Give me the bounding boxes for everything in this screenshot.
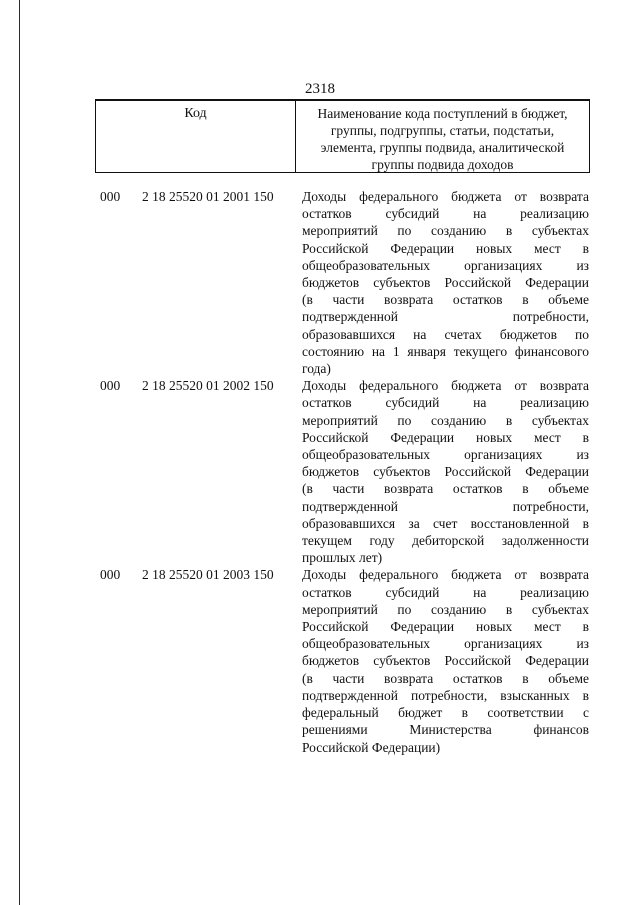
description-line: бюджетов субъектов Российской Федерации — [302, 275, 589, 291]
description-line: образовавшихся за счет восстановленной в — [302, 515, 589, 531]
entry-description — [302, 377, 589, 566]
description-line: подтвержденной потребности, — [302, 309, 589, 325]
description-line: текущем году дебиторской задолженности — [302, 533, 589, 549]
description-line: общеобразовательных организациях из — [302, 257, 589, 273]
description-line: мероприятий по созданию в субъектах — [302, 223, 589, 239]
revenue-code-entry — [100, 377, 590, 566]
table-header — [95, 99, 590, 173]
header-name-line: Наименование кода поступлений в бюджет, — [317, 106, 568, 121]
description-line: Российской Федерации новых мест в — [302, 619, 589, 635]
entry-description — [302, 188, 589, 377]
description-line: остатков субсидий на реализацию — [302, 206, 589, 222]
description-line: мероприятий по созданию в субъектах — [302, 412, 589, 428]
description-line: решениями Министерства финансов — [302, 722, 589, 738]
header-name-cell — [296, 101, 589, 172]
description-line: остатков субсидий на реализацию — [302, 584, 589, 600]
header-name-line: группы подвида доходов — [371, 157, 514, 172]
description-line: подтвержденной потребности, взысканных в — [302, 687, 589, 703]
description-line: Доходы федерального бюджета от возврата — [302, 378, 589, 394]
description-line: остатков субсидий на реализацию — [302, 395, 589, 411]
revenue-code-list — [100, 188, 590, 756]
description-line: состоянию на 1 января текущего финансового — [302, 343, 589, 359]
description-line: Российской Федерации новых мест в — [302, 240, 589, 256]
description-line: Доходы федерального бюджета от возврата — [302, 567, 589, 583]
description-line: Российской Федерации) — [302, 739, 441, 755]
entry-admin-code: 000 — [100, 189, 121, 204]
entry-budget-code: 2 18 25520 01 2002 150 — [142, 378, 274, 394]
entry-budget-code: 2 18 25520 01 2001 150 — [142, 189, 274, 204]
entry-admin-code: 000 — [100, 567, 121, 583]
description-line: года) — [302, 361, 331, 377]
entry-budget-code: 2 18 25520 01 2003 150 — [142, 567, 274, 583]
description-line: бюджетов субъектов Российской Федерации — [302, 464, 589, 480]
description-line: Доходы федерального бюджета от возврата — [302, 189, 589, 204]
header-name-line: группы, подгруппы, статьи, подстатьи, — [330, 123, 555, 138]
description-line: федеральный бюджет в соответствии с — [302, 705, 589, 721]
description-line: бюджетов субъектов Российской Федерации — [302, 653, 589, 669]
entry-description — [302, 566, 589, 755]
description-line: образовавшихся на счетах бюджетов по — [302, 326, 589, 342]
page-edge-line — [19, 0, 20, 905]
header-name-line: элемента, группы подвида, аналитической — [320, 140, 565, 155]
description-line: Российской Федерации новых мест в — [302, 429, 589, 445]
entry-admin-code: 000 — [100, 378, 121, 394]
header-code-cell: Код — [96, 101, 296, 172]
description-line: общеобразовательных организациях из — [302, 447, 589, 463]
description-line: (в части возврата остатков в объеме — [302, 670, 589, 686]
page-number: 2318 — [305, 81, 335, 97]
description-line: общеобразовательных организациях из — [302, 636, 589, 652]
description-line: прошлых лет) — [302, 550, 383, 566]
description-line: (в части возврата остатков в объеме — [302, 292, 589, 308]
description-line: мероприятий по созданию в субъектах — [302, 601, 589, 617]
description-line: подтвержденной потребности, — [302, 498, 589, 514]
revenue-code-entry — [100, 566, 590, 755]
revenue-code-entry — [100, 188, 590, 377]
description-line: (в части возврата остатков в объеме — [302, 481, 589, 497]
